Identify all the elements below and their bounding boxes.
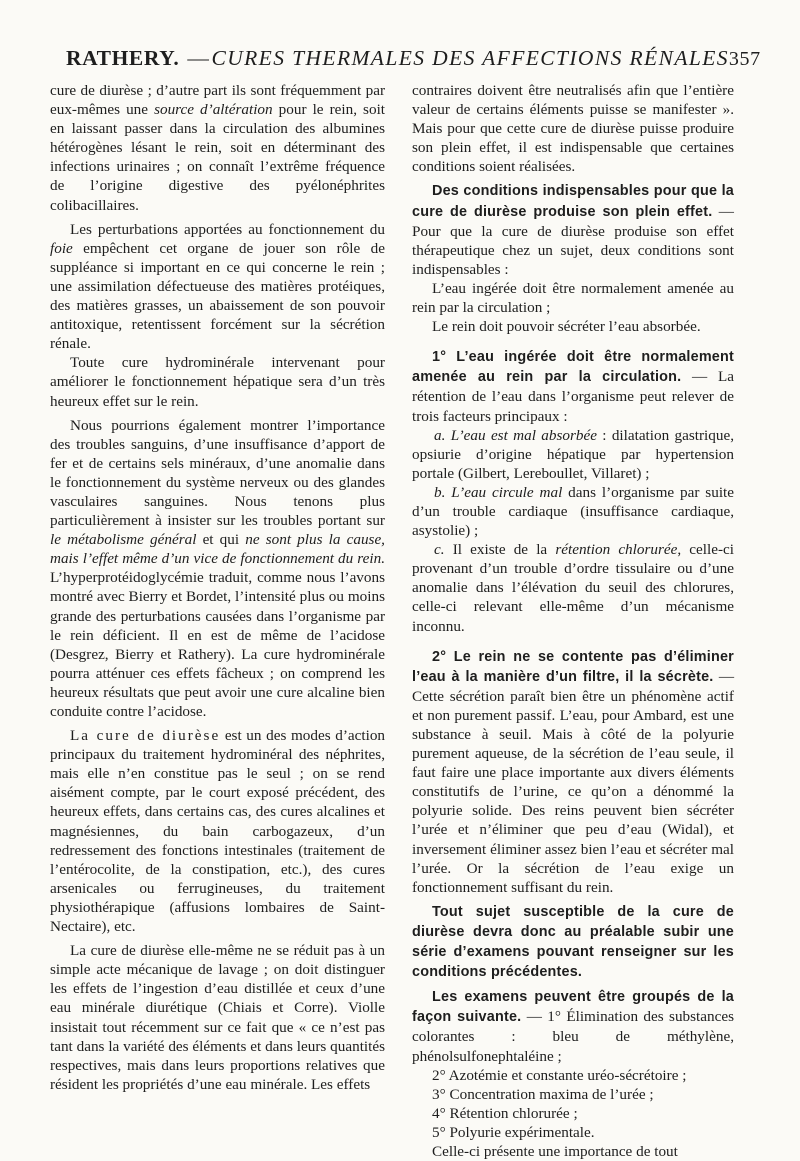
section-heading: 1° L’eau ingérée doit être normalement amenée au rein par la circulation. — La rétention de l’eau dans l’organisme peut relever de trois facteurs principaux : <box>412 349 734 425</box>
paragraph: La cure de diurèse elle-même ne se réduit pas à un simple acte mécanique de lavage ; on doit distinguer les effets de l’ingestion d’eau distillée et ceux d’une eau minérale diurétique (Chiais et Corre). Violle insistait tout récemment sur ce fait que « ce n’est pas tant dans la variété des éléments et dans leurs quantités respectives, mais dans leurs proportions relatives que résident les propriétés d’une eau minérale. Les effets <box>50 942 385 1093</box>
header-dash: — <box>187 46 210 70</box>
list-item: 4° Rétention chlorurée ; <box>432 1104 578 1122</box>
list-item: 3° Concentration maxima de l’urée ; <box>432 1085 654 1103</box>
bold-paragraph: Tout sujet susceptible de la cure de diurèse devra donc au préalable subir une série d’examens pouvant renseigner sur les conditions précédentes. <box>412 903 734 981</box>
header-author: RATHERY. <box>66 46 180 70</box>
list-item: a. L’eau est mal absorbée : dilatation gastrique, opsiurie d’origine hépatique par hypertension portale (Gilbert, Lereboullet, Villaret) ; <box>412 426 734 482</box>
section-heading: 2° Le rein ne se contente pas d’éliminer l’eau à la manière d’un filtre, il la sécrète. — Cette sécrétion paraît bien être un phénomène actif et non purement passif. L’eau, pour Ambard, est une substance à seuil. Mais à côté de la polyurie purement aqueuse, de la sécrétion de l’eau seule, il faut faire une place importante aux divers éléments constitutifs de l’urine, ce qu’on a dénommé la polyurie solide. Des reins peuvent bien sécréter l’urée et n’éliminer que peu d’eau (Widal), et inversement éliminer assez bien l’eau et sécréter mal l’urée. Or la sécrétion de l’eau exige un fonctionnement suffisant du rein. <box>412 648 735 896</box>
paragraph: Nous pourrions également montrer l’importance des troubles sanguins, d’une insuffisance d’apport de fer et de certains sels minéraux, d’une anomalie dans le fonctionnement du système nerveux ou des glandes vasculaires sanguines. Nous tenons plus particulièrement à insister sur les troubles portant sur le métabolisme général et qui ne sont plus la cause, mais l’effet même d’un vice de fonctionnement du rein. L’hyperprotéidoglycémie traduit, comme nous l’avons montré avec Bierry et Bordet, l’intensité plus ou moins grande des perturbations causées dans l’organisme par le rein déficient. Il en est de même de l’acidose (Desgrez, Bierry et Rathery). La cure hydrominérale pourra atténuer ces effets fâcheux ; on comprend les heureux résultats que peut avoir une cure alcaline bien conduite contre l’acidose. <box>50 416 385 720</box>
running-header <box>66 46 761 71</box>
paragraph: La cure de diurèse est un des modes d’action principaux du traitement hydrominéral des néphrites, mais elle n’en constitue pas le seul ; on se rend aisément compte, par le court exposé précédent, des heureux effets, dans certains cas, des cures alcalines et magnésiennes, du bain carbogazeux, d’un redressement des fonctions intestinales (traitement de l’entérocolite, de la constipation, etc.), des cures arsenicales ou ferrugineuses, du traitement physiothérapique (affusions lombaires de Saint-Nectaire), etc. <box>50 727 386 936</box>
section-heading: Des conditions indispensables pour que la cure de diurèse produise son plein effet. — Pour que la cure de diurèse produise son effet thérapeutique chez un sujet, deux conditions sont indispensables : <box>412 183 734 278</box>
page-number: 357 <box>728 48 761 70</box>
list-item: L’eau ingérée doit être normalement amenée au rein par la circulation ; <box>412 279 734 317</box>
header-title: CURES THERMALES DES AFFECTIONS RÉNALES <box>211 46 729 70</box>
right-column <box>412 81 734 1161</box>
left-column <box>50 81 385 1094</box>
list-item: 5° Polyurie expérimentale. <box>432 1123 595 1141</box>
paragraph: Les perturbations apportées au fonctionnement du foie empêchent cet organe de jouer son rôle de suppléance si important en ce qui concerne le rein ; une assimilation défectueuse des matières protéiques, des matières grasses, un abaissement de son pouvoir antitoxique, retentissent forcément sur la sécrétion rénale. <box>50 220 385 353</box>
paragraph: Toute cure hydrominérale intervenant pour améliorer le fonctionnement hépatique sera d’un très heureux effet sur le rein. <box>50 354 385 410</box>
paragraph: contraires doivent être neutralisés afin que l’entière valeur de certains éléments puisse se manifester ». Mais pour que cette cure de diurèse puisse produire son plein effet, il est indispensable que certaines conditions soient réalisées. <box>412 82 734 176</box>
list-item: c. Il existe de la rétention chlorurée, celle-ci provenant d’un trouble d’ordre tissulaire ou d’une anomalie dans l’élévation du seuil des chlorures, celle-ci relevant elle-même d’un mécanisme inconnu. <box>412 541 734 635</box>
list-item: b. L’eau circule mal dans l’organisme par suite d’un trouble cardiaque (insuffisance cardiaque, asystolie) ; <box>412 483 734 540</box>
paragraph: cure de diurèse ; d’autre part ils sont fréquemment par eux-mêmes une source d’altération pour le rein, soit en laissant passer dans la circulation des albumines hétérogènes lésant le rein, soit en déterminant des infections urinaires ; on connaît l’extrême fréquence de l’origine digestive des pyélonéphrites colibacillaires. <box>50 82 386 214</box>
list-item: 2° Azotémie et constante uréo-sécrétoire ; <box>432 1066 687 1084</box>
paragraph: Celle-ci présente une importance de tout <box>432 1142 678 1160</box>
section-heading: Les examens peuvent être groupés de la façon suivante. — 1° Élimination des substances colorantes : bleu de méthylène, phénolsulfonephtaléine ; <box>412 989 734 1065</box>
list-item: Le rein doit pouvoir sécréter l’eau absorbée. <box>432 318 701 336</box>
